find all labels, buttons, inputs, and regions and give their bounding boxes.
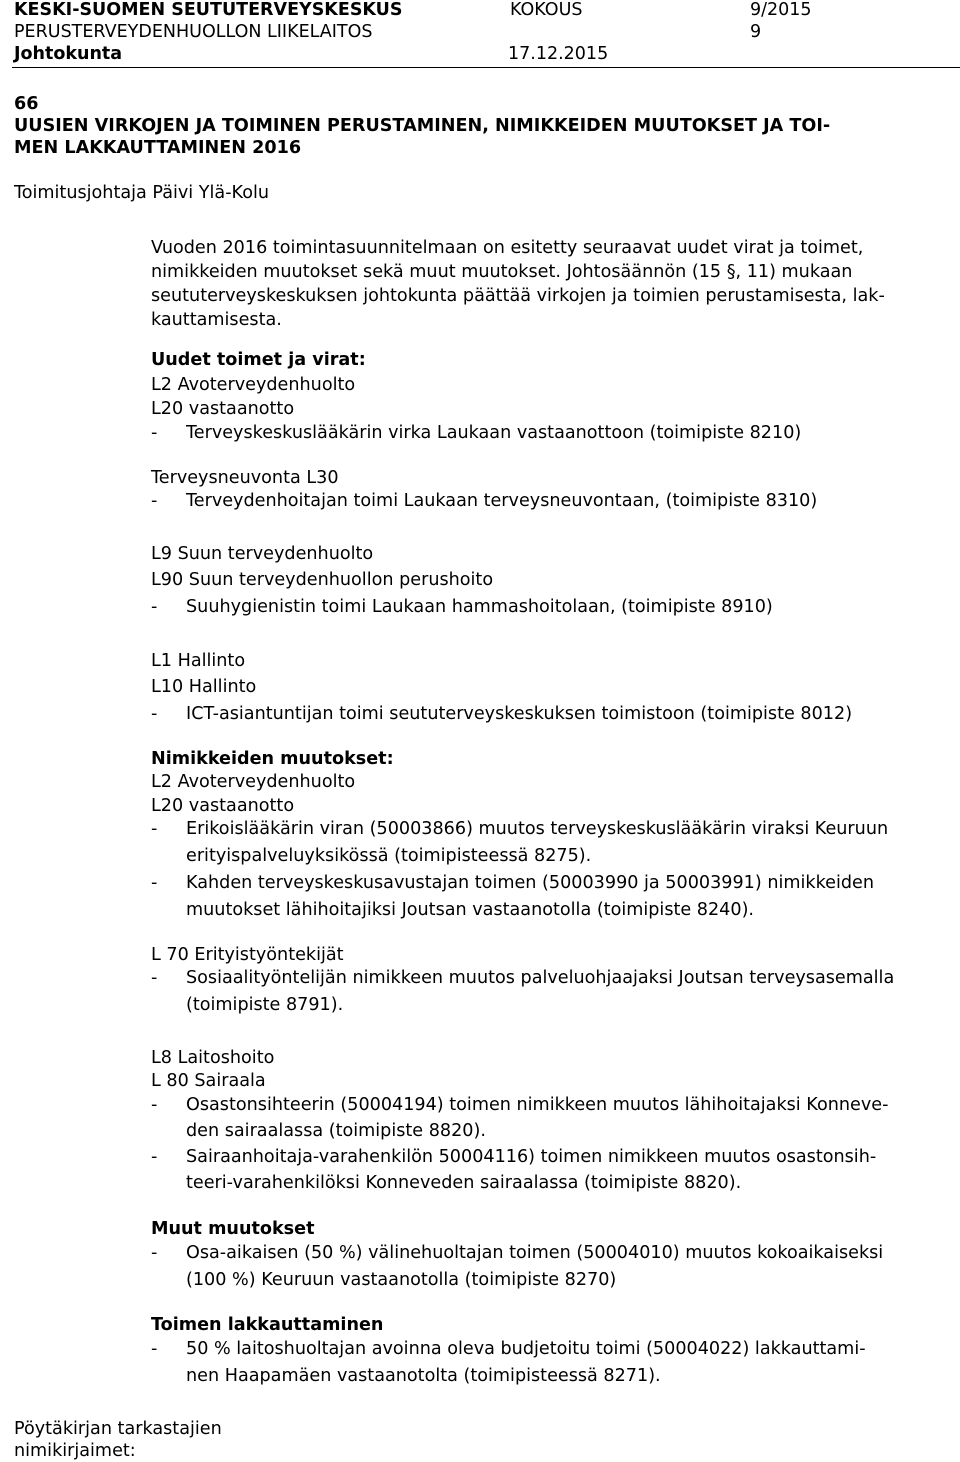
- meeting-number: 9/2015: [750, 0, 812, 20]
- bullet-dash: -: [151, 704, 158, 724]
- unit-line: Terveysneuvonta L30: [151, 468, 339, 488]
- unit-line: L 80 Sairaala: [151, 1071, 266, 1091]
- list-item: 50 % laitoshuoltajan avoinna oleva budjetoitu toimi (50004022) lakkauttami-: [186, 1339, 866, 1359]
- list-item: Kahden terveyskeskusavustajan toimen (50003990 ja 50003991) nimikkeiden: [186, 873, 874, 893]
- page-number: 9: [750, 22, 762, 42]
- meeting-label: KOKOUS: [510, 0, 583, 20]
- list-item-continuation: teeri-varahenkilöksi Konneveden sairaalassa (toimipiste 8820).: [186, 1173, 742, 1193]
- list-item-continuation: muutokset lähihoitajiksi Joutsan vastaanotolla (toimipiste 8240).: [186, 900, 755, 920]
- unit-line: L10 Hallinto: [151, 677, 257, 697]
- list-item-continuation: (toimipiste 8791).: [186, 995, 344, 1015]
- list-item: Suuhygienistin toimi Laukaan hammashoitolaan, (toimipiste 8910): [186, 597, 773, 617]
- org-name: KESKI-SUOMEN SEUTUTERVEYSKESKUS: [14, 0, 403, 20]
- unit-line: L8 Laitoshoito: [151, 1048, 275, 1068]
- list-item: Osa-aikaisen (50 %) välinehuoltajan toimen (50004010) muutos kokoaikaiseksi: [186, 1243, 884, 1263]
- bullet-dash: -: [151, 873, 158, 893]
- new-posts-heading: Uudet toimet ja virat:: [151, 350, 366, 370]
- list-item-continuation: erityispalveluyksikössä (toimipisteessä 8275).: [186, 846, 592, 866]
- bullet-dash: -: [151, 1147, 158, 1167]
- bullet-dash: -: [151, 423, 158, 443]
- unit-name: PERUSTERVEYDENHUOLLON LIIKELAITOS: [14, 22, 373, 42]
- unit-line: L2 Avoterveydenhuolto: [151, 375, 356, 395]
- bullet-dash: -: [151, 819, 158, 839]
- list-item: Sosiaalityöntelijän nimikkeen muutos palveluohjaajaksi Joutsan terveysasemalla: [186, 968, 895, 988]
- list-item: Erikoislääkärin viran (50003866) muutos terveyskeskuslääkärin viraksi Keuruun: [186, 819, 889, 839]
- meeting-date: 17.12.2015: [508, 44, 609, 64]
- list-item-continuation: (100 %) Keuruun vastaanotolla (toimipiste 8270): [186, 1270, 617, 1290]
- footer-label: Pöytäkirjan tarkastajien: [14, 1419, 222, 1439]
- presenter: Toimitusjohtaja Päivi Ylä-Kolu: [14, 183, 270, 203]
- header-divider: [12, 67, 960, 68]
- intro-line: nimikkeiden muutokset sekä muut muutokset. Johtosäännön (15 §, 11) mukaan: [151, 262, 853, 282]
- unit-line: L2 Avoterveydenhuolto: [151, 772, 356, 792]
- list-item: Terveydenhoitajan toimi Laukaan terveysneuvontaan, (toimipiste 8310): [186, 491, 818, 511]
- section-title-line2: MEN LAKKAUTTAMINEN 2016: [14, 138, 302, 158]
- unit-line: L20 vastaanotto: [151, 399, 295, 419]
- bullet-dash: -: [151, 968, 158, 988]
- unit-line: L 70 Erityistyöntekijät: [151, 945, 344, 965]
- list-item-continuation: den sairaalassa (toimipiste 8820).: [186, 1121, 486, 1141]
- other-changes-heading: Muut muutokset: [151, 1219, 315, 1239]
- list-item: Terveyskeskuslääkärin virka Laukaan vastaanottoon (toimipiste 8210): [186, 423, 802, 443]
- section-title-line1: UUSIEN VIRKOJEN JA TOIMINEN PERUSTAMINEN, NIMIKKEIDEN MUUTOKSET JA TOI-: [14, 116, 831, 136]
- bullet-dash: -: [151, 1243, 158, 1263]
- unit-line: L90 Suun terveydenhuollon perushoito: [151, 570, 494, 590]
- bullet-dash: -: [151, 1095, 158, 1115]
- intro-line: Vuoden 2016 toimintasuunnitelmaan on esitetty seuraavat uudet virat ja toimet,: [151, 238, 864, 258]
- list-item: Sairaanhoitaja-varahenkilön 50004116) toimen nimikkeen muutos osastonsih-: [186, 1147, 877, 1167]
- intro-line: kauttamisesta.: [151, 310, 282, 330]
- intro-line: seututerveyskeskuksen johtokunta päättää virkojen ja toimien perustamisesta, lak-: [151, 286, 885, 306]
- bullet-dash: -: [151, 1339, 158, 1359]
- unit-line: L9 Suun terveydenhuolto: [151, 544, 374, 564]
- list-item-continuation: nen Haapamäen vastaanotolta (toimipisteessä 8271).: [186, 1366, 661, 1386]
- bullet-dash: -: [151, 491, 158, 511]
- unit-line: L20 vastaanotto: [151, 796, 295, 816]
- body-name: Johtokunta: [14, 44, 123, 64]
- bullet-dash: -: [151, 597, 158, 617]
- title-changes-heading: Nimikkeiden muutokset:: [151, 749, 394, 769]
- footer-label: nimikirjaimet:: [14, 1441, 136, 1461]
- list-item: ICT-asiantuntijan toimi seututerveyskeskuksen toimistoon (toimipiste 8012): [186, 704, 853, 724]
- section-number: 66: [14, 94, 39, 114]
- list-item: Osastonsihteerin (50004194) toimen nimikkeen muutos lähihoitajaksi Konneve-: [186, 1095, 889, 1115]
- termination-heading: Toimen lakkauttaminen: [151, 1315, 384, 1335]
- unit-line: L1 Hallinto: [151, 651, 246, 671]
